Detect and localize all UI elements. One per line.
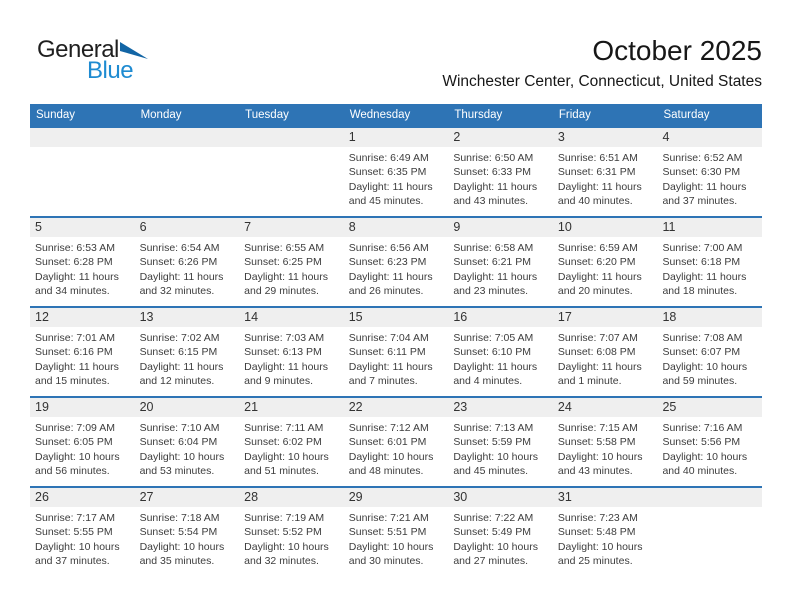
week-row bbox=[30, 216, 762, 306]
day-info bbox=[448, 507, 553, 569]
empty-day-cell bbox=[657, 488, 762, 576]
day-info bbox=[30, 237, 135, 299]
sunrise-text: Sunrise: 6:56 AM bbox=[348, 242, 429, 254]
day-cell-27 bbox=[135, 488, 240, 576]
week-row bbox=[30, 486, 762, 576]
day-info bbox=[239, 327, 344, 389]
sunrise-text: Sunrise: 7:16 AM bbox=[662, 422, 743, 434]
sunrise-text: Sunrise: 7:13 AM bbox=[453, 422, 534, 434]
daylight-text: Daylight: 11 hours and 15 minutes. bbox=[35, 360, 119, 388]
weekday-friday: Friday bbox=[558, 109, 591, 121]
sunset-text: Sunset: 6:31 PM bbox=[557, 166, 636, 179]
day-number: 30 bbox=[448, 488, 553, 507]
daylight-text: Daylight: 10 hours and 30 minutes. bbox=[348, 540, 434, 568]
sunset-text: Sunset: 5:55 PM bbox=[35, 526, 113, 539]
sunset-text: Sunset: 6:20 PM bbox=[557, 256, 636, 269]
day-cell-25 bbox=[657, 398, 762, 486]
day-info bbox=[30, 327, 135, 389]
day-number: 9 bbox=[448, 218, 553, 237]
day-info bbox=[135, 417, 240, 479]
daylight-text: Daylight: 10 hours and 59 minutes. bbox=[662, 360, 748, 388]
weekday-tuesday: Tuesday bbox=[245, 109, 289, 121]
daylight-text: Daylight: 10 hours and 45 minutes. bbox=[453, 450, 538, 478]
day-number: 17 bbox=[553, 308, 658, 327]
sunrise-text: Sunrise: 6:52 AM bbox=[662, 152, 743, 164]
day-cell-13 bbox=[135, 308, 240, 396]
sunset-text: Sunset: 6:01 PM bbox=[348, 436, 427, 449]
day-info bbox=[553, 237, 658, 299]
daylight-text: Daylight: 10 hours and 43 minutes. bbox=[557, 450, 643, 478]
day-info bbox=[448, 327, 553, 389]
title-block bbox=[442, 36, 762, 91]
sunset-text: Sunset: 6:15 PM bbox=[139, 346, 218, 359]
sunrise-text: Sunrise: 6:58 AM bbox=[453, 242, 534, 254]
day-cell-18 bbox=[657, 308, 762, 396]
day-cell-17 bbox=[553, 308, 658, 396]
day-number: 10 bbox=[553, 218, 658, 237]
sunrise-text: Sunrise: 7:09 AM bbox=[35, 422, 115, 434]
day-number: 31 bbox=[553, 488, 658, 507]
logo-text-general: General bbox=[37, 36, 119, 63]
sunrise-text: Sunrise: 7:03 AM bbox=[244, 332, 325, 344]
sunset-text: Sunset: 6:02 PM bbox=[244, 436, 322, 449]
sunset-text: Sunset: 6:10 PM bbox=[453, 346, 531, 359]
daylight-text: Daylight: 11 hours and 4 minutes. bbox=[453, 360, 538, 388]
daylight-text: Daylight: 10 hours and 27 minutes. bbox=[453, 540, 538, 568]
daylight-text: Daylight: 11 hours and 32 minutes. bbox=[139, 270, 224, 298]
daylight-text: Daylight: 11 hours and 12 minutes. bbox=[139, 360, 224, 388]
day-number bbox=[239, 128, 344, 147]
sunrise-text: Sunrise: 7:10 AM bbox=[139, 422, 220, 434]
daylight-text: Daylight: 11 hours and 9 minutes. bbox=[244, 360, 329, 388]
day-number bbox=[30, 128, 135, 147]
sunset-text: Sunset: 6:30 PM bbox=[662, 166, 741, 179]
sunset-text: Sunset: 6:21 PM bbox=[453, 256, 531, 269]
day-cell-26 bbox=[30, 488, 135, 576]
day-number: 26 bbox=[30, 488, 135, 507]
weekday-wednesday: Wednesday bbox=[349, 109, 411, 121]
day-cell-23 bbox=[448, 398, 553, 486]
day-info bbox=[344, 417, 449, 479]
day-cell-2 bbox=[448, 128, 553, 216]
daylight-text: Daylight: 11 hours and 29 minutes. bbox=[244, 270, 329, 298]
day-info bbox=[344, 147, 449, 209]
day-info bbox=[344, 327, 449, 389]
sunrise-text: Sunrise: 7:15 AM bbox=[557, 422, 638, 434]
daylight-text: Daylight: 11 hours and 23 minutes. bbox=[453, 270, 538, 298]
sunset-text: Sunset: 6:23 PM bbox=[348, 256, 427, 269]
sunset-text: Sunset: 6:13 PM bbox=[244, 346, 322, 359]
day-info bbox=[30, 417, 135, 479]
sunrise-text: Sunrise: 7:05 AM bbox=[453, 332, 534, 344]
daylight-text: Daylight: 10 hours and 32 minutes. bbox=[244, 540, 329, 568]
day-info bbox=[448, 237, 553, 299]
weekday-thursday: Thursday bbox=[454, 109, 503, 121]
day-info bbox=[553, 507, 658, 569]
sunset-text: Sunset: 5:51 PM bbox=[348, 526, 427, 539]
sunrise-text: Sunrise: 6:53 AM bbox=[35, 242, 115, 254]
day-number: 18 bbox=[657, 308, 762, 327]
sunset-text: Sunset: 6:16 PM bbox=[35, 346, 113, 359]
day-cell-30 bbox=[448, 488, 553, 576]
daylight-text: Daylight: 11 hours and 43 minutes. bbox=[453, 180, 538, 208]
day-number: 7 bbox=[239, 218, 344, 237]
day-info bbox=[553, 327, 658, 389]
day-cell-22 bbox=[344, 398, 449, 486]
day-info bbox=[239, 237, 344, 299]
day-info bbox=[135, 237, 240, 299]
day-number: 15 bbox=[344, 308, 449, 327]
day-cell-8 bbox=[344, 218, 449, 306]
day-number: 28 bbox=[239, 488, 344, 507]
day-cell-21 bbox=[239, 398, 344, 486]
sunset-text: Sunset: 6:08 PM bbox=[557, 346, 636, 359]
general-blue-logo bbox=[37, 38, 167, 82]
day-number: 3 bbox=[553, 128, 658, 147]
day-info bbox=[135, 507, 240, 569]
daylight-text: Daylight: 11 hours and 37 minutes. bbox=[662, 180, 747, 208]
sunrise-text: Sunrise: 7:21 AM bbox=[348, 512, 429, 524]
calendar-grid bbox=[30, 126, 762, 576]
logo-text-blue: Blue bbox=[87, 57, 134, 84]
day-number: 5 bbox=[30, 218, 135, 237]
sunset-text: Sunset: 6:33 PM bbox=[453, 166, 531, 179]
day-cell-4 bbox=[657, 128, 762, 216]
sunrise-text: Sunrise: 7:22 AM bbox=[453, 512, 534, 524]
daylight-text: Daylight: 10 hours and 53 minutes. bbox=[139, 450, 225, 478]
day-info bbox=[239, 417, 344, 479]
day-info bbox=[553, 147, 658, 209]
day-number: 23 bbox=[448, 398, 553, 417]
daylight-text: Daylight: 11 hours and 40 minutes. bbox=[557, 180, 642, 208]
empty-day-cell bbox=[135, 128, 240, 216]
daylight-text: Daylight: 11 hours and 20 minutes. bbox=[557, 270, 642, 298]
day-info bbox=[657, 147, 762, 209]
day-number: 11 bbox=[657, 218, 762, 237]
sunset-text: Sunset: 5:56 PM bbox=[662, 436, 741, 449]
day-cell-16 bbox=[448, 308, 553, 396]
weekday-sunday: Sunday bbox=[36, 109, 76, 121]
sunset-text: Sunset: 6:26 PM bbox=[139, 256, 218, 269]
day-number bbox=[657, 488, 762, 507]
sunrise-text: Sunrise: 7:02 AM bbox=[139, 332, 220, 344]
sunrise-text: Sunrise: 7:19 AM bbox=[244, 512, 325, 524]
day-cell-10 bbox=[553, 218, 658, 306]
day-number: 21 bbox=[239, 398, 344, 417]
day-number: 12 bbox=[30, 308, 135, 327]
day-info bbox=[344, 507, 449, 569]
day-number: 2 bbox=[448, 128, 553, 147]
day-cell-14 bbox=[239, 308, 344, 396]
sunrise-text: Sunrise: 7:18 AM bbox=[139, 512, 220, 524]
day-number: 16 bbox=[448, 308, 553, 327]
day-cell-11 bbox=[657, 218, 762, 306]
sunset-text: Sunset: 5:54 PM bbox=[139, 526, 218, 539]
sunrise-text: Sunrise: 7:01 AM bbox=[35, 332, 115, 344]
sunrise-text: Sunrise: 7:11 AM bbox=[244, 422, 324, 434]
sunset-text: Sunset: 6:07 PM bbox=[662, 346, 741, 359]
week-row bbox=[30, 306, 762, 396]
sunset-text: Sunset: 6:18 PM bbox=[662, 256, 741, 269]
daylight-text: Daylight: 10 hours and 35 minutes. bbox=[139, 540, 225, 568]
daylight-text: Daylight: 11 hours and 1 minute. bbox=[557, 360, 642, 388]
sunrise-text: Sunrise: 6:54 AM bbox=[139, 242, 220, 254]
sunset-text: Sunset: 6:35 PM bbox=[348, 166, 427, 179]
day-number: 14 bbox=[239, 308, 344, 327]
day-cell-5 bbox=[30, 218, 135, 306]
day-info bbox=[657, 417, 762, 479]
sunrise-text: Sunrise: 7:23 AM bbox=[557, 512, 638, 524]
daylight-text: Daylight: 10 hours and 56 minutes. bbox=[35, 450, 120, 478]
day-cell-31 bbox=[553, 488, 658, 576]
day-cell-12 bbox=[30, 308, 135, 396]
day-info bbox=[657, 327, 762, 389]
empty-day-cell bbox=[30, 128, 135, 216]
daylight-text: Daylight: 11 hours and 18 minutes. bbox=[662, 270, 747, 298]
day-cell-19 bbox=[30, 398, 135, 486]
weekday-saturday: Saturday bbox=[663, 109, 710, 121]
day-info bbox=[239, 507, 344, 569]
daylight-text: Daylight: 10 hours and 37 minutes. bbox=[35, 540, 120, 568]
week-row bbox=[30, 126, 762, 216]
sunrise-text: Sunrise: 6:50 AM bbox=[453, 152, 534, 164]
day-number: 19 bbox=[30, 398, 135, 417]
day-number: 22 bbox=[344, 398, 449, 417]
sunrise-text: Sunrise: 7:07 AM bbox=[557, 332, 638, 344]
daylight-text: Daylight: 10 hours and 40 minutes. bbox=[662, 450, 748, 478]
day-number: 8 bbox=[344, 218, 449, 237]
day-info bbox=[30, 507, 135, 569]
sunrise-text: Sunrise: 7:00 AM bbox=[662, 242, 743, 254]
day-cell-7 bbox=[239, 218, 344, 306]
day-info bbox=[448, 417, 553, 479]
weekday-monday: Monday bbox=[140, 109, 182, 121]
day-cell-1 bbox=[344, 128, 449, 216]
day-number: 4 bbox=[657, 128, 762, 147]
day-cell-9 bbox=[448, 218, 553, 306]
day-number: 13 bbox=[135, 308, 240, 327]
sunset-text: Sunset: 5:49 PM bbox=[453, 526, 531, 539]
day-info bbox=[448, 147, 553, 209]
page-header bbox=[30, 0, 762, 104]
sunrise-text: Sunrise: 7:04 AM bbox=[348, 332, 429, 344]
day-number: 25 bbox=[657, 398, 762, 417]
day-number: 20 bbox=[135, 398, 240, 417]
daylight-text: Daylight: 11 hours and 45 minutes. bbox=[348, 180, 433, 208]
sunset-text: Sunset: 6:05 PM bbox=[35, 436, 113, 449]
sunset-text: Sunset: 6:25 PM bbox=[244, 256, 322, 269]
calendar bbox=[30, 104, 762, 576]
day-cell-3 bbox=[553, 128, 658, 216]
day-number: 29 bbox=[344, 488, 449, 507]
sunrise-text: Sunrise: 6:51 AM bbox=[557, 152, 638, 164]
day-info bbox=[135, 327, 240, 389]
sunset-text: Sunset: 5:58 PM bbox=[557, 436, 636, 449]
day-number: 6 bbox=[135, 218, 240, 237]
day-info bbox=[553, 417, 658, 479]
day-info bbox=[657, 237, 762, 299]
sunset-text: Sunset: 5:52 PM bbox=[244, 526, 322, 539]
daylight-text: Daylight: 10 hours and 51 minutes. bbox=[244, 450, 329, 478]
day-cell-20 bbox=[135, 398, 240, 486]
sunset-text: Sunset: 6:11 PM bbox=[348, 346, 426, 359]
daylight-text: Daylight: 10 hours and 48 minutes. bbox=[348, 450, 434, 478]
daylight-text: Daylight: 11 hours and 34 minutes. bbox=[35, 270, 119, 298]
sunrise-text: Sunrise: 7:12 AM bbox=[348, 422, 429, 434]
daylight-text: Daylight: 11 hours and 26 minutes. bbox=[348, 270, 433, 298]
daylight-text: Daylight: 11 hours and 7 minutes. bbox=[348, 360, 433, 388]
sunrise-text: Sunrise: 7:08 AM bbox=[662, 332, 743, 344]
day-number bbox=[135, 128, 240, 147]
sunset-text: Sunset: 5:59 PM bbox=[453, 436, 531, 449]
page-subtitle: Winchester Center, Connecticut, United States bbox=[442, 73, 762, 90]
page-title: October 2025 bbox=[592, 35, 762, 66]
day-number: 1 bbox=[344, 128, 449, 147]
day-cell-28 bbox=[239, 488, 344, 576]
sunset-text: Sunset: 5:48 PM bbox=[557, 526, 636, 539]
sunrise-text: Sunrise: 6:55 AM bbox=[244, 242, 325, 254]
day-number: 24 bbox=[553, 398, 658, 417]
day-cell-6 bbox=[135, 218, 240, 306]
day-info bbox=[344, 237, 449, 299]
empty-day-cell bbox=[239, 128, 344, 216]
day-cell-24 bbox=[553, 398, 658, 486]
day-number: 27 bbox=[135, 488, 240, 507]
weekday-header-row bbox=[30, 104, 762, 126]
sunrise-text: Sunrise: 7:17 AM bbox=[35, 512, 115, 524]
day-cell-15 bbox=[344, 308, 449, 396]
sunrise-text: Sunrise: 6:59 AM bbox=[557, 242, 638, 254]
sunset-text: Sunset: 6:28 PM bbox=[35, 256, 113, 269]
sunrise-text: Sunrise: 6:49 AM bbox=[348, 152, 429, 164]
sunset-text: Sunset: 6:04 PM bbox=[139, 436, 218, 449]
daylight-text: Daylight: 10 hours and 25 minutes. bbox=[557, 540, 643, 568]
week-row bbox=[30, 396, 762, 486]
day-cell-29 bbox=[344, 488, 449, 576]
